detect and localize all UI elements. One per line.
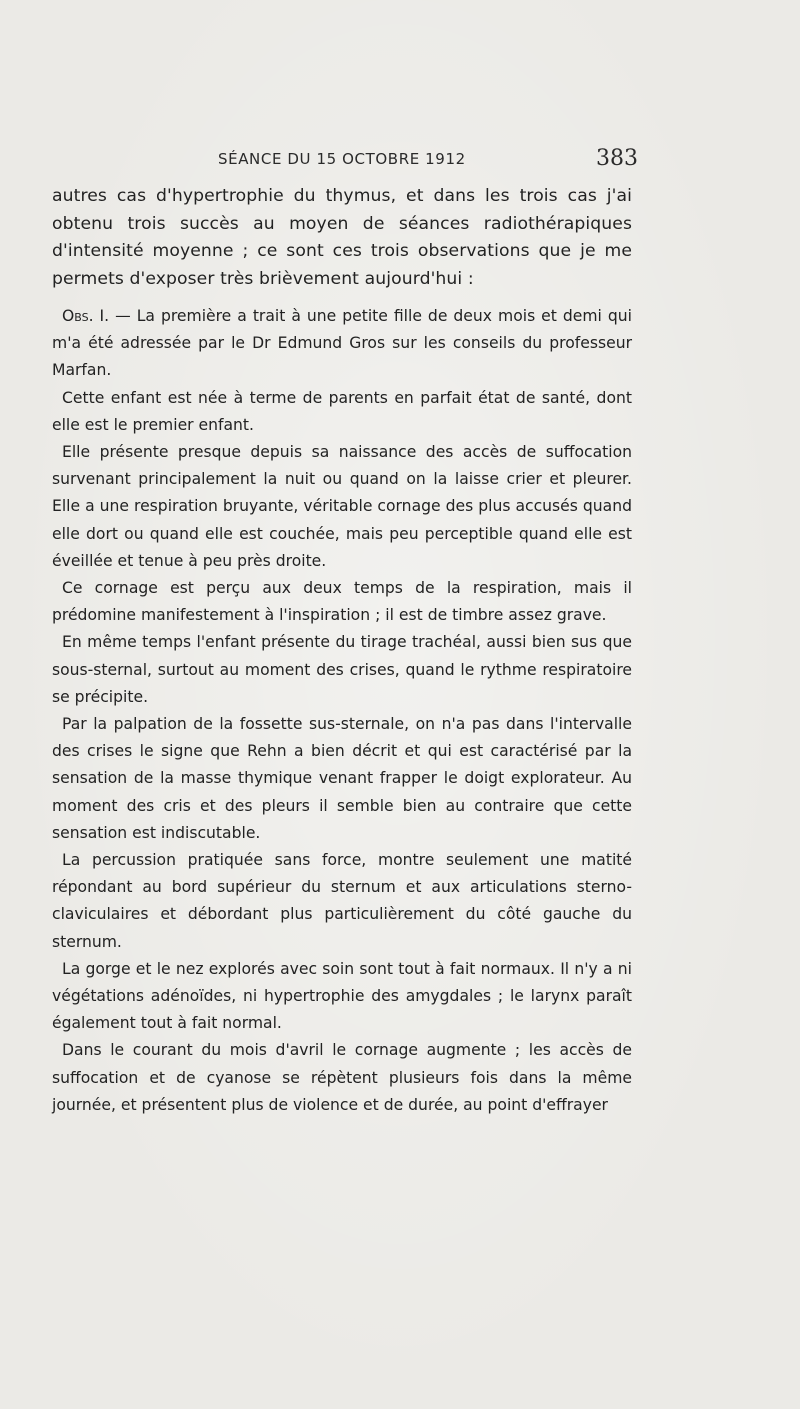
body-paragraph: Par la palpation de la fossette sus-sternale, on n'a pas dans l'intervalle des crises le signe que Rehn a bien décrit et qui est caractérisé par la sensation de la masse thymique venant frapper le doigt explorateur. Au moment des cris et des pleurs il semble bien au contraire que cette sensation est indiscutable. (52, 715, 632, 842)
observation-paragraph (52, 303, 632, 385)
body-paragraph: Dans le courant du mois d'avril le cornage augmente ; les accès de suffocation et de cyanose se répètent plusieurs fois dans la même journée, et présentent plus de violence et de durée, au point d'effrayer (52, 1041, 632, 1114)
running-head: SÉANCE DU 15 OCTOBRE 1912 (218, 150, 466, 168)
paragraph-gap (52, 293, 632, 303)
body-paragraph: La gorge et le nez explorés avec soin sont tout à fait normaux. Il n'y a ni végétations adénoïdes, ni hypertrophie des amygdales ; le larynx paraît également tout à fait normal. (52, 959, 632, 1033)
body-text (52, 183, 632, 1119)
body-paragraph: En même temps l'enfant présente du tirage trachéal, aussi bien sus que sous-sternal, surtout au moment des crises, quand le rythme respiratoire se précipite. (52, 633, 632, 706)
body-paragraph: La percussion pratiquée sans force, montre seulement une matité répondant au bord supérieur du sternum et aux articulations sterno-claviculaires et débordant plus particulièrement du côté gauche du sternum. (52, 851, 632, 951)
intro-paragraph: autres cas d'hypertrophie du thymus, et dans les trois cas j'ai obtenu trois succès au moyen de séances radiothérapiques d'intensité moyenne ; ce sont ces trois observations que je me permets d'exposer très brièvement aujourd'hui : (52, 186, 632, 289)
observation-text: — La première a trait à une petite fille de deux mois et demi qui m'a été adressée par le Dr Edmund Gros sur les conseils du professeur Marfan. (52, 307, 632, 380)
body-paragraph: Ce cornage est perçu aux deux temps de la respiration, mais il prédomine manifestement à l'inspiration ; il est de timbre assez grave. (52, 579, 632, 625)
page-header (218, 148, 638, 172)
body-paragraph: Cette enfant est née à terme de parents en parfait état de santé, dont elle est le premier enfant. (52, 388, 632, 434)
observation-label: Obs. I. (62, 307, 110, 325)
page-number: 383 (596, 146, 638, 171)
body-paragraph: Elle présente presque depuis sa naissance des accès de suffocation survenant principalement la nuit ou quand on la laisse crier et pleurer. Elle a une respiration bruyante, véritable cornage des plus accusés quand elle dort ou quand elle est couchée, mais peu perceptible quand elle est éveillée et tenue à peu près droite. (52, 443, 632, 570)
